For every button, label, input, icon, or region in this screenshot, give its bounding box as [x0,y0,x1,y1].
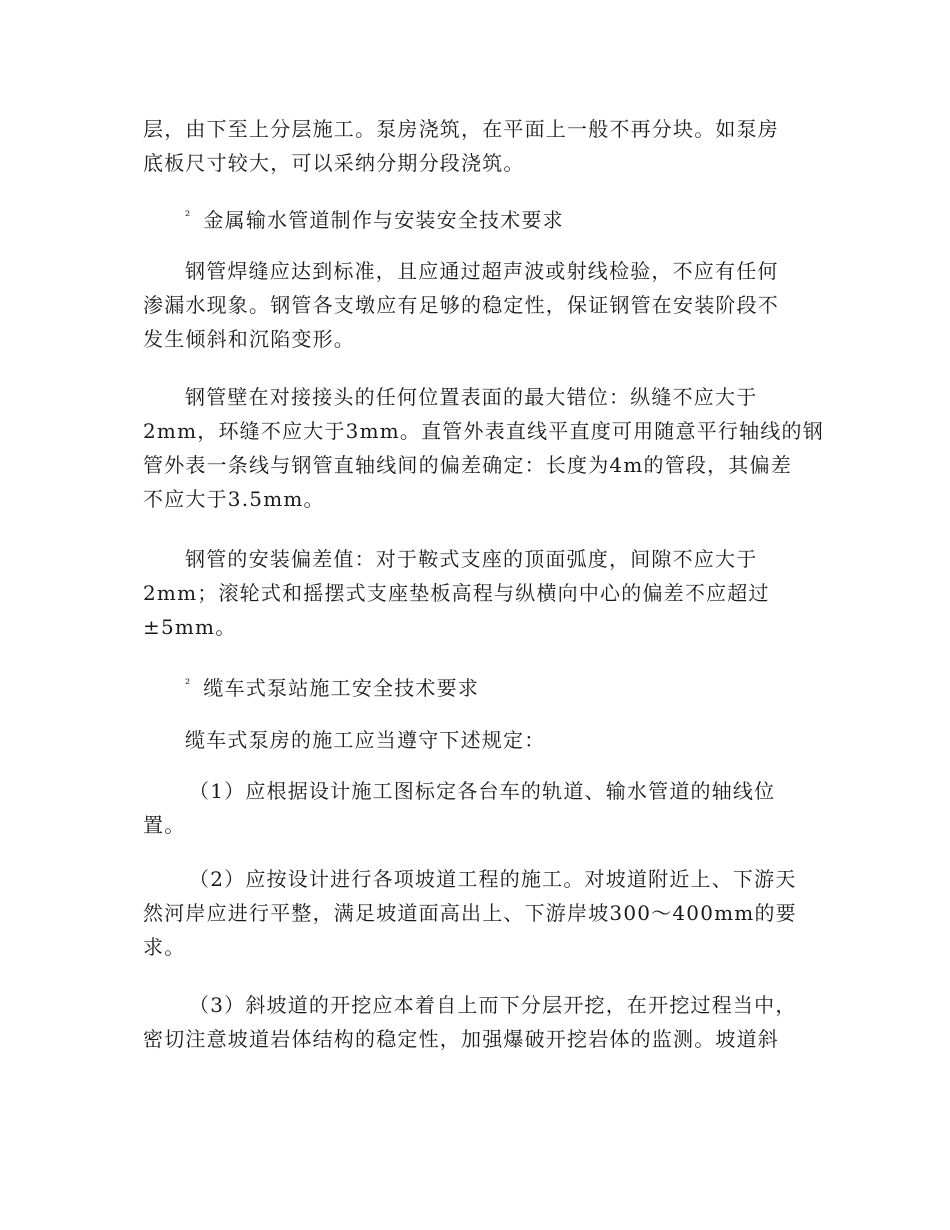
numbered-item [143,988,803,1056]
text-line: （2）应按设计进行各项坡道工程的施工。对坡道附近上、下游天 [189,867,797,891]
text-line: 2mm；滚轮式和摇摆式支座垫板高程与纵横向中心的偏差不应超过 [143,581,770,605]
text-line: 发生倾斜和沉陷变形。 [143,327,355,351]
text-line: 2mm，环缝不应大于3mm。直管外表直线平直度可用随意平行轴线的钢 [143,419,824,443]
paragraph [143,542,803,644]
numbered-item [143,774,803,842]
text-line: ±5mm。 [143,615,237,639]
text-line: 不应大于3.5mm。 [143,487,325,511]
section-heading [143,200,803,237]
paragraph [143,112,803,180]
text-line: 然河岸应进行平整，满足坡道面高出上、下游岸坡300～400mm的要 [143,901,797,925]
paragraph [143,254,803,356]
bullet-marker: ² [185,677,192,692]
text-line: 钢管的安装偏差值：对于鞍式支座的顶面弧度，间隙不应大于 [185,547,758,571]
section-heading [143,668,803,705]
text-line: 钢管壁在对接接头的任何位置表面的最大错位：纵缝不应大于 [185,385,758,409]
paragraph [143,380,824,516]
text-line: 密切注意坡道岩体结构的稳定性，加强爆破开挖岩体的监测。坡道斜 [143,1027,779,1051]
text-line: 层，由下至上分层施工。泵房浇筑，在平面上一般不再分块。如泵房 [143,117,779,141]
bullet-marker: ² [185,209,192,224]
text-line: 底板尺寸较大，可以采纳分期分段浇筑。 [143,151,525,175]
text-line: （3）斜坡道的开挖应本着自上而下分层开挖，在开挖过程当中， [189,993,797,1017]
text-line: 钢管焊缝应达到标准，且应通过超声波或射线检验，不应有任何 [185,259,779,283]
text-line: 置。 [143,813,186,837]
text-line: 求。 [143,935,186,959]
text-line: 缆车式泵房的施工应当遵守下述规定： [185,728,546,752]
text-line: （1）应根据设计施工图标定各台车的轨道、输水管道的轴线位 [189,779,776,803]
text-line: 渗漏水现象。钢管各支墩应有足够的稳定性，保证钢管在安装阶段不 [143,293,779,317]
paragraph [143,723,803,757]
heading-text: 金属输水管道制作与安装安全技术要求 [203,208,564,232]
numbered-item [143,862,803,964]
text-line: 管外表一条线与钢管直轴线间的偏差确定：长度为4m的管段，其偏差 [143,453,792,477]
heading-text: 缆车式泵站施工安全技术要求 [203,676,480,700]
